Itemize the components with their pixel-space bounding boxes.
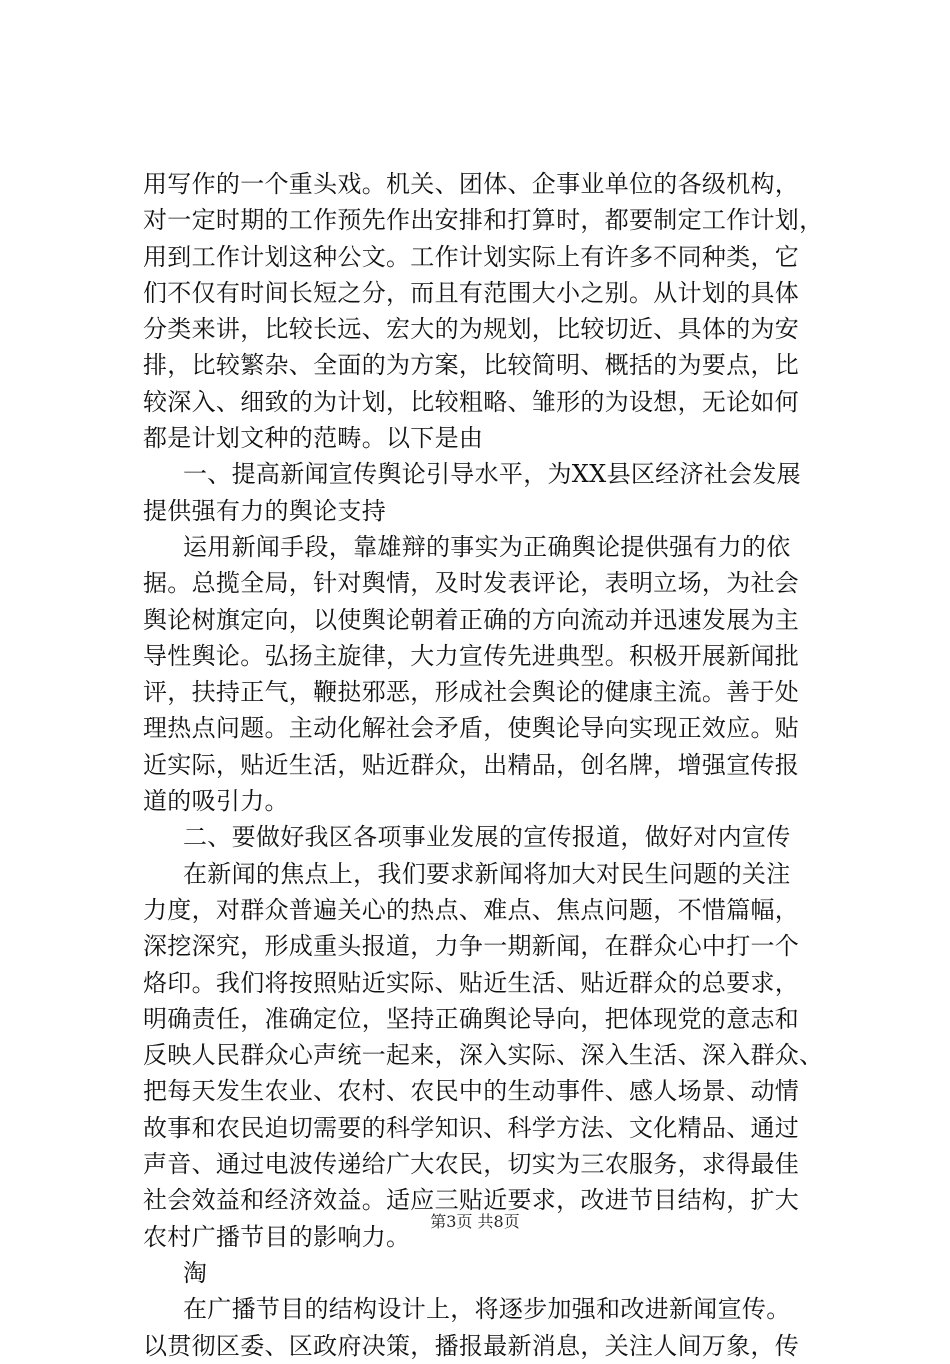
text-line: 较深入、细致的为计划，比较粗略、雏形的为设想，无论如何 — [143, 387, 800, 416]
text-line: 运用新闻手段，靠雄辩的事实为正确舆论提供强有力的依 — [183, 532, 791, 561]
text-line: 据。总揽全局，针对舆情，及时发表评论，表明立场，为社会 — [143, 569, 800, 598]
text-line: 用到工作计划这种公文。工作计划实际上有许多不同种类，它 — [143, 242, 800, 271]
text-line: 都是计划文种的范畴。以下是由 — [143, 424, 484, 453]
page-footer: 第3页 共8页 — [430, 1212, 520, 1231]
text-line: 社会效益和经济效益。适应三贴近要求，改进节目结构，扩大 — [143, 1186, 800, 1215]
text-line: 明确责任，准确定位，坚持正确舆论导向，把体现党的意志和 — [143, 1004, 800, 1033]
text-line: 力度，对群众普遍关心的热点、难点、焦点问题，不惜篇幅， — [143, 895, 800, 924]
text-line: 二、要做好我区各项事业发展的宣传报道，做好对内宣传 — [183, 823, 791, 852]
text-line: 深挖深究，形成重头报道，力争一期新闻，在群众心中打一个 — [143, 932, 800, 961]
text-line: 烙印。我们将按照贴近实际、贴近生活、贴近群众的总要求， — [143, 968, 800, 997]
text-line: 们不仅有时间长短之分，而且有范围大小之别。从计划的具体 — [143, 278, 800, 307]
text-line: 理热点问题。主动化解社会矛盾，使舆论导向实现正效应。贴 — [143, 714, 800, 743]
text-line: 导性舆论。弘扬主旋律，大力宣传先进典型。积极开展新闻批 — [143, 641, 800, 670]
text-line: 淘 — [183, 1258, 208, 1287]
text-line: 排，比较繁杂、全面的为方案，比较简明、概括的为要点，比 — [143, 351, 800, 380]
text-line: 对一定时期的工作预先作出安排和打算时，都要制定工作计划， — [143, 206, 824, 235]
text-line: 把每天发生农业、农村、农民中的生动事件、感人场景、动情 — [143, 1077, 800, 1106]
text-line: 近实际，贴近生活，贴近群众，出精品，创名牌，增强宣传报 — [143, 750, 800, 779]
text-line: 一、提高新闻宣传舆论引导水平，为XX县区经济社会发展 — [183, 460, 801, 489]
text-line: 评，扶持正气，鞭挞邪恶，形成社会舆论的健康主流。善于处 — [143, 678, 800, 707]
text-line: 提供强有力的舆论支持 — [143, 496, 386, 525]
text-line: 以贯彻区委、区政府决策，播报最新消息，关注人间万象，传 — [143, 1331, 800, 1360]
text-line: 用写作的一个重头戏。机关、团体、企事业单位的各级机构， — [143, 170, 800, 198]
text-line: 在新闻的焦点上，我们要求新闻将加大对民生问题的关注 — [183, 859, 791, 888]
text-line: 分类来讲，比较长远、宏大的为规划，比较切近、具体的为安 — [143, 315, 800, 344]
text-line: 在广播节目的结构设计上，将逐步加强和改进新闻宣传。 — [183, 1295, 791, 1324]
document-body — [143, 166, 823, 1364]
text-line: 农村广播节目的影响力。 — [143, 1222, 411, 1251]
text-line: 反映人民群众心声统一起来，深入实际、深入生活、深入群众、 — [143, 1041, 824, 1070]
text-line: 声音、通过电波传递给广大农民，切实为三农服务，求得最佳 — [143, 1150, 800, 1179]
text-line: 故事和农民迫切需要的科学知识、科学方法、文化精品、通过 — [143, 1113, 800, 1142]
text-line: 道的吸引力。 — [143, 787, 289, 816]
text-line: 舆论树旗定向，以使舆论朝着正确的方向流动并迅速发展为主 — [143, 605, 800, 634]
